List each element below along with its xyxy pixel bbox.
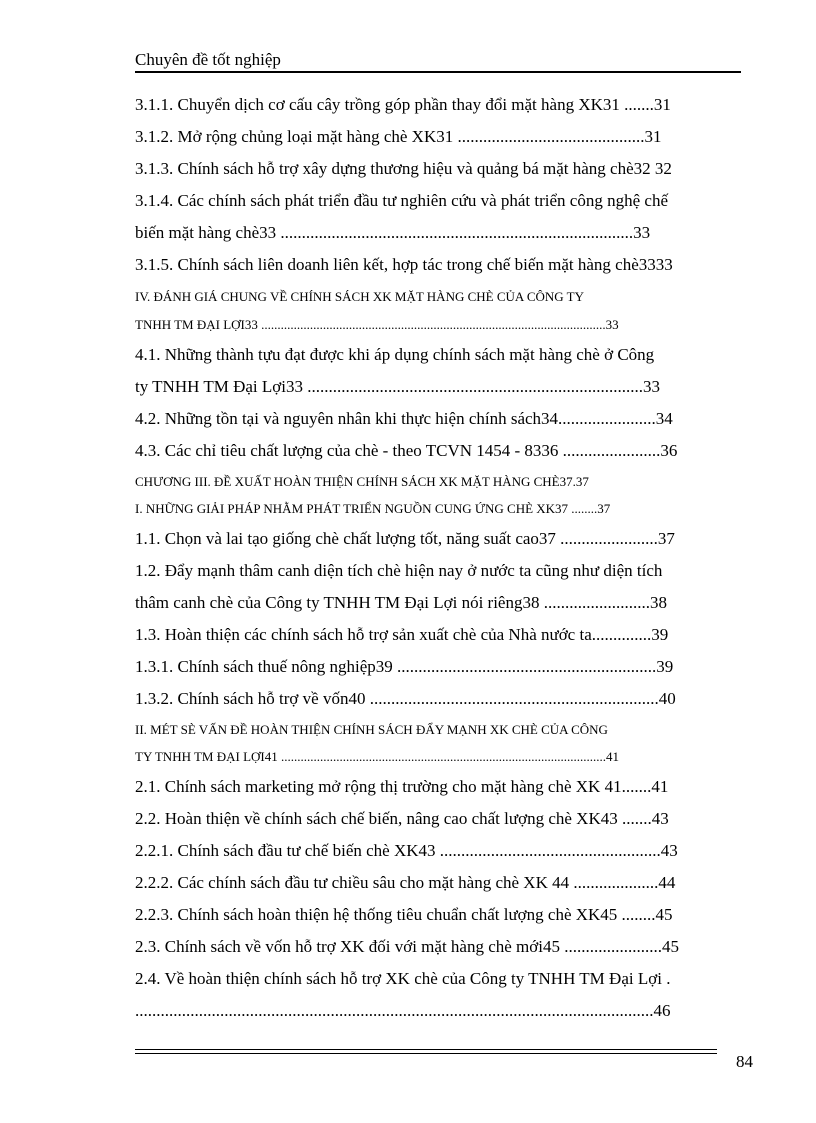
toc-entry: 1.2. Đẩy mạnh thâm canh diện tích chè hiện nay ở nước ta cũng như diện tích (135, 561, 663, 580)
page-number: 84 (736, 1052, 753, 1071)
toc-entry: 2.2.1. Chính sách đầu tư chế biến chè XK43 ....................................................43 (135, 841, 678, 860)
toc-entry: 3.1.2. Mở rộng chủng loại mặt hàng chè XK31 ............................................31 (135, 127, 662, 146)
toc-entry: biến mặt hàng chè33 ...................................................................................33 (135, 223, 651, 242)
toc-entry: 4.1. Những thành tựu đạt được khi áp dụng chính sách mặt hàng chè ở Công (135, 345, 655, 364)
footer-divider (135, 1053, 717, 1054)
toc-entry: 4.3. Các chỉ tiêu chất lượng của chè - theo TCVN 1454 - 8336 .......................36 (135, 441, 678, 460)
toc-entry: ..........................................................................................................................46 (135, 1001, 671, 1020)
toc-entry: 3.1.3. Chính sách hỗ trợ xây dựng thương hiệu và quảng bá mặt hàng chè32 32 (135, 159, 672, 178)
toc-entry: 3.1.4. Các chính sách phát triển đầu tư nghiên cứu và phát triển công nghệ chế (135, 191, 668, 210)
toc-entry: 1.3.1. Chính sách thuế nông nghiệp39 .............................................................39 (135, 657, 674, 676)
toc-entry: 2.3. Chính sách về vốn hỗ trợ XK đối với mặt hàng chè mới45 .......................45 (135, 937, 679, 956)
toc-entry: ty TNHH TM Đại Lợi33 ...............................................................................33 (135, 377, 660, 396)
toc-entry: CHƯƠNG III. ĐỀ XUẤT HOÀN THIỆN CHÍNH SÁCH XK MẶT HÀNG CHÈ37.37 (135, 474, 589, 489)
toc-entry: 3.1.1. Chuyển dịch cơ cấu cây trồng góp phần thay đổi mặt hàng XK31 .......31 (135, 95, 671, 114)
toc-entry: 4.2. Những tồn tại và nguyên nhân khi thực hiện chính sách34.......................34 (135, 409, 673, 428)
toc-entry: 1.3. Hoàn thiện các chính sách hỗ trợ sản xuất chè của Nhà nước ta..............39 (135, 625, 669, 644)
toc-entry: 2.1. Chính sách marketing mở rộng thị trường cho mặt hàng chè XK 41.......41 (135, 777, 669, 796)
toc-entry: IV. ĐÁNH GIÁ CHUNG VỀ CHÍNH SÁCH XK MẶT HÀNG CHÈ CỦA CÔNG TY (135, 289, 585, 304)
toc-entry: 2.2. Hoàn thiện về chính sách chế biến, nâng cao chất lượng chè XK43 .......43 (135, 809, 669, 828)
toc-entry: 2.2.2. Các chính sách đầu tư chiều sâu cho mặt hàng chè XK 44 ....................44 (135, 873, 676, 892)
running-header: Chuyên đề tốt nghiệp (135, 50, 281, 69)
toc-entry: 2.2.3. Chính sách hoàn thiện hệ thống tiêu chuẩn chất lượng chè XK45 ........45 (135, 905, 673, 924)
toc-entry: TNHH TM ĐẠI LỢI33 ..........................................................................................................33 (135, 317, 619, 332)
header-divider (135, 71, 741, 73)
toc-entry: 2.4. Về hoàn thiện chính sách hỗ trợ XK chè của Công ty TNHH TM Đại Lợi . (135, 969, 671, 988)
toc-entry: I. NHỮNG GIẢI PHÁP NHẰM PHÁT TRIỂN NGUỒN CUNG ỨNG CHÈ XK37 ........37 (135, 501, 611, 516)
toc-entry: 1.3.2. Chính sách hỗ trợ về vốn40 ....................................................................40 (135, 689, 676, 708)
toc-entry: II. MÉT SÈ VẤN ĐỀ HOÀN THIỆN CHÍNH SÁCH ĐẨY MẠNH XK CHÈ CỦA CÔNG (135, 722, 608, 737)
toc-entry: 3.1.5. Chính sách liên doanh liên kết, hợp tác trong chế biến mặt hàng chè3333 (135, 255, 673, 274)
toc-entry: 1.1. Chọn và lai tạo giống chè chất lượng tốt, năng suất cao37 .......................37 (135, 529, 675, 548)
toc-entry: TY TNHH TM ĐẠI LỢI41 ....................................................................................................41 (135, 749, 619, 764)
toc-entry: thâm canh chè của Công ty TNHH TM Đại Lợi nói riêng38 .........................38 (135, 593, 667, 612)
footer-divider (135, 1049, 717, 1050)
